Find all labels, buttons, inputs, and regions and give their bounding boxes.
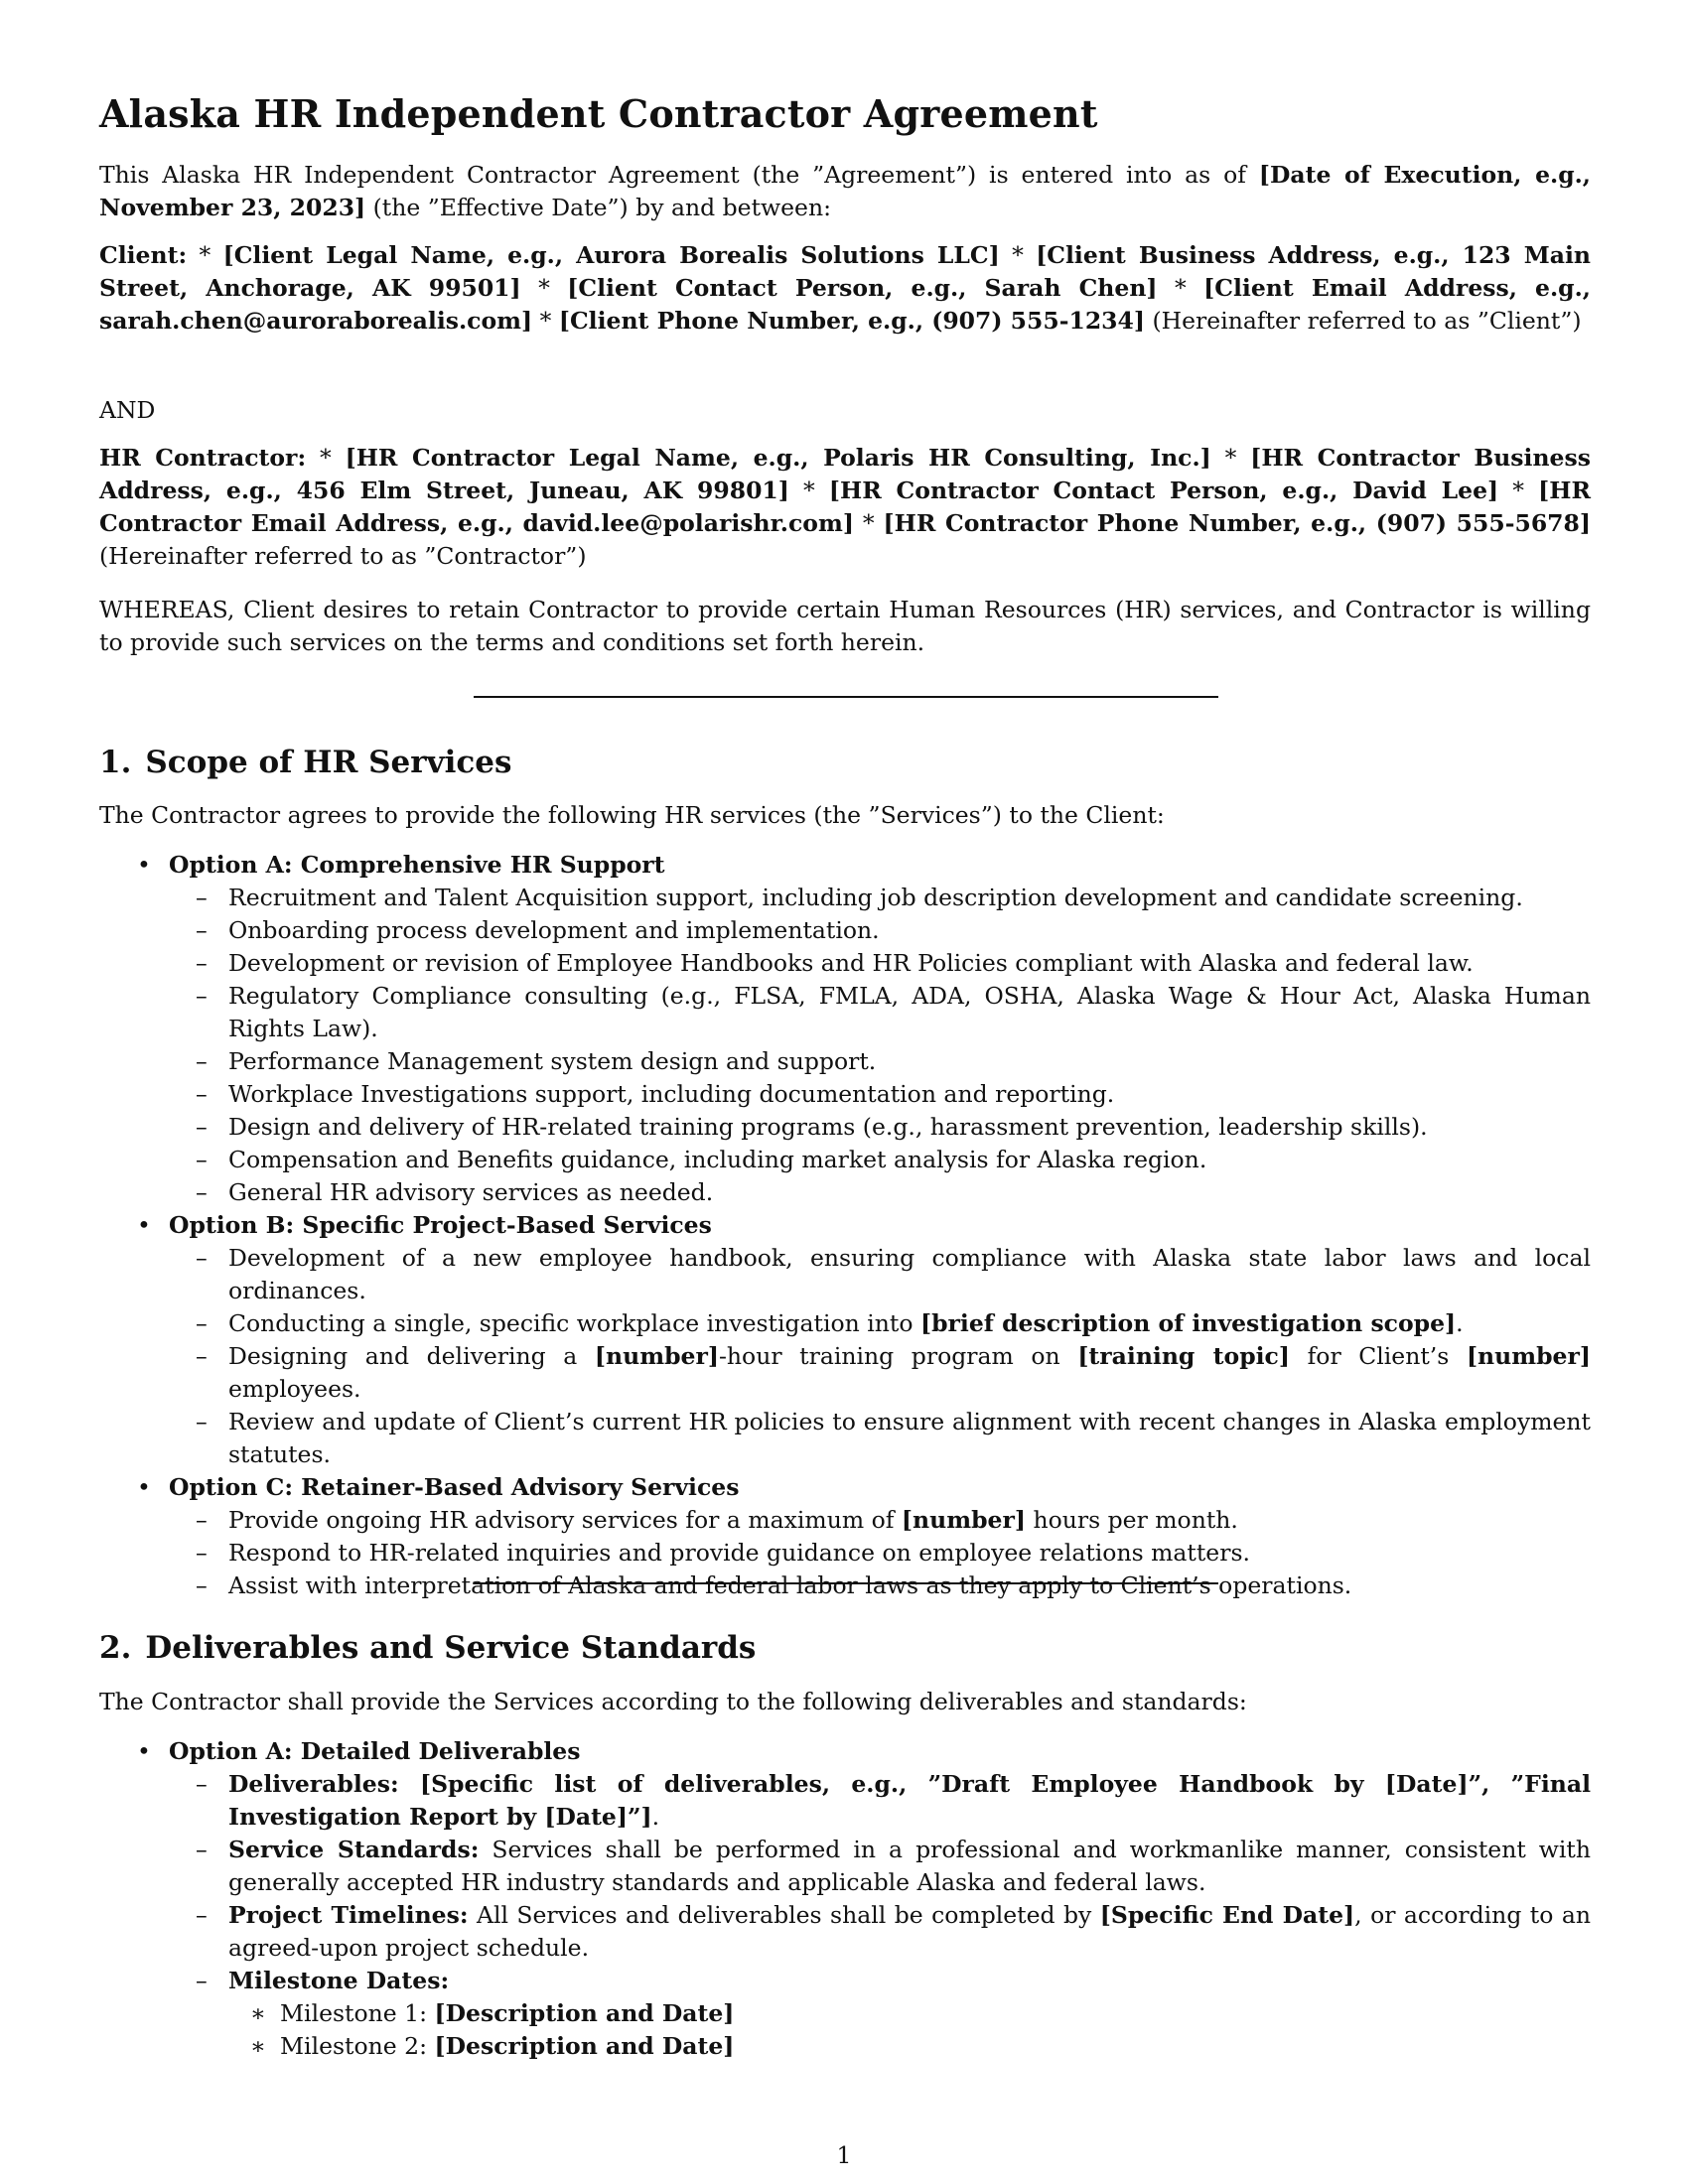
- section-divider: [474, 696, 1218, 698]
- dash-icon: –: [196, 1770, 208, 1798]
- dash-icon: –: [196, 1047, 208, 1075]
- list-item: [169, 1899, 1591, 1965]
- separator: *: [187, 241, 223, 269]
- contractor-address: [HR Contractor Business Address, e.g., 456 Elm Street, Juneau, AK 99801]: [99, 444, 1591, 504]
- client-email: [Client Email Address, e.g., sarah.chen@auroraborealis.com]: [99, 274, 1591, 335]
- item-text: Workplace Investigations support, including documentation and reporting.: [228, 1080, 1115, 1108]
- option-b-list: [169, 1242, 1591, 1471]
- dash-icon: –: [196, 1836, 208, 1863]
- list-item: [169, 1768, 1591, 1834]
- list-item: [169, 914, 1591, 947]
- document-title: Alaska HR Independent Contractor Agreement: [99, 91, 1098, 136]
- item-text: Assist with interpretation of Alaska and federal labor laws as they apply to Client’s operations.: [228, 1571, 1352, 1599]
- intro-text: This Alaska HR Independent Contractor Agreement (the ”Agreement”) is entered into as of: [99, 161, 1259, 189]
- list-item: [169, 1965, 1591, 2063]
- item-text: hours per month.: [1025, 1506, 1238, 1534]
- client-phone: [Client Phone Number, e.g., (907) 555-1234]: [558, 307, 1146, 335]
- dash-icon: –: [196, 1408, 208, 1435]
- item-text: -hour training program on: [718, 1342, 1078, 1370]
- dash-icon: –: [196, 1146, 208, 1173]
- item-text: Milestone 2:: [280, 2032, 435, 2060]
- dash-icon: –: [196, 1080, 208, 1108]
- intro-text-end: (the ”Effective Date”) by and between:: [365, 194, 831, 221]
- item-text: .: [651, 1803, 660, 1831]
- section-2-heading: [99, 1630, 756, 1666]
- item-text: Onboarding process development and implementation.: [228, 916, 880, 944]
- dash-icon: –: [196, 1967, 208, 1994]
- contractor-phone: [HR Contractor Phone Number, e.g., (907) 555-5678]: [883, 509, 1591, 537]
- dash-icon: –: [196, 1342, 208, 1370]
- deliverables-label: Deliverables:: [228, 1770, 399, 1798]
- placeholder: [brief description of investigation scope]: [919, 1309, 1457, 1337]
- item-text: General HR advisory services as needed.: [228, 1178, 714, 1206]
- page-number: 1: [836, 2141, 852, 2169]
- separator: *: [306, 444, 346, 472]
- milestone-item: [228, 2030, 1591, 2063]
- bullet-icon: •: [137, 851, 151, 879]
- separator: *: [788, 477, 829, 504]
- item-text: Design and delivery of HR-related training programs (e.g., harassment prevention, leadership skills).: [228, 1113, 1428, 1141]
- section-1-options: [99, 849, 1591, 1602]
- dash-icon: –: [196, 949, 208, 977]
- asterisk-icon: ∗: [250, 1999, 266, 2027]
- list-item: [169, 947, 1591, 980]
- list-item: [169, 882, 1591, 914]
- item-text: Development of a new employee handbook, ensuring compliance with Alaska state labor laws and local ordinances.: [228, 1244, 1591, 1304]
- separator: *: [532, 307, 559, 335]
- section-1-heading: [99, 745, 511, 780]
- standards-label: Service Standards:: [228, 1836, 480, 1863]
- client-label: Client:: [99, 241, 188, 269]
- dash-icon: –: [196, 1178, 208, 1206]
- section-2-intro: The Contractor shall provide the Services according to the following deliverables and standards:: [99, 1688, 1247, 1715]
- timelines-label: Project Timelines:: [228, 1901, 469, 1929]
- milestone-item: [228, 1997, 1591, 2030]
- list-item: [169, 1307, 1591, 1340]
- section-1-intro: The Contractor agrees to provide the following HR services (the ”Services”) to the Client:: [99, 801, 1165, 829]
- dash-icon: –: [196, 1506, 208, 1534]
- option-c-list: [169, 1504, 1591, 1602]
- item-text: employees.: [228, 1375, 361, 1403]
- option-c-label: Option C: Retainer-Based Advisory Services: [169, 1473, 740, 1501]
- dash-icon: –: [196, 884, 208, 911]
- list-item: [169, 1570, 1591, 1602]
- contractor-contact: [HR Contractor Contact Person, e.g., David Lee]: [828, 477, 1499, 504]
- item-text: Review and update of Client’s current HR policies to ensure alignment with recent changes in Alaska employment statutes.: [228, 1408, 1591, 1468]
- separator: *: [853, 509, 884, 537]
- separator: *: [520, 274, 568, 302]
- client-block: [99, 239, 1591, 338]
- option-a-item: [99, 1735, 1591, 2063]
- section-2-options: [99, 1735, 1591, 2063]
- item-text: Respond to HR-related inquiries and provide guidance on employee relations matters.: [228, 1539, 1250, 1567]
- list-item: [169, 1078, 1591, 1111]
- placeholder: [Specific End Date]: [1099, 1901, 1355, 1929]
- item-text: Performance Management system design and support.: [228, 1047, 877, 1075]
- item-text: Services shall be performed in a professional and workmanlike manner, consistent with generally accepted HR industry standards and applicable Alaska and federal laws.: [228, 1836, 1592, 1896]
- contractor-label: HR Contractor:: [99, 444, 307, 472]
- list-item: [169, 980, 1591, 1045]
- intro-paragraph: [99, 159, 1591, 224]
- item-text: Recruitment and Talent Acquisition support, including job description development and candidate screening.: [228, 884, 1523, 911]
- client-address: [Client Business Address, e.g., 123 Main Street, Anchorage, AK 99501]: [99, 241, 1591, 302]
- item-text: Regulatory Compliance consulting (e.g., FLSA, FMLA, ADA, OSHA, Alaska Wage & Hour Act, Alaska Human Rights Law).: [228, 982, 1591, 1042]
- item-text: Milestone 1:: [280, 1999, 435, 2027]
- client-contact: [Client Contact Person, e.g., Sarah Chen]: [567, 274, 1158, 302]
- dash-icon: –: [196, 1113, 208, 1141]
- milestones-label: Milestone Dates:: [228, 1967, 450, 1994]
- separator: *: [1498, 477, 1539, 504]
- list-item: [169, 1834, 1591, 1899]
- option-a-item: [99, 849, 1591, 1209]
- milestones-list: [228, 1997, 1591, 2063]
- contractor-reference: (Hereinafter referred to as ”Contractor”): [99, 542, 587, 570]
- separator: *: [1210, 444, 1251, 472]
- placeholder: [number]: [901, 1506, 1026, 1534]
- option-a-label: Option A: Comprehensive HR Support: [169, 851, 665, 879]
- dash-icon: –: [196, 1309, 208, 1337]
- dash-icon: –: [196, 982, 208, 1010]
- option-a-label: Option A: Detailed Deliverables: [169, 1737, 581, 1765]
- list-item: [169, 1537, 1591, 1570]
- placeholder: [number]: [1466, 1342, 1591, 1370]
- dash-icon: –: [196, 1571, 208, 1599]
- list-item: [169, 1176, 1591, 1209]
- contractor-email: [HR Contractor Email Address, e.g., david.lee@polarishr.com]: [99, 477, 1591, 537]
- contractor-legal-name: [HR Contractor Legal Name, e.g., Polaris HR Consulting, Inc.]: [345, 444, 1211, 472]
- item-text: All Services and deliverables shall be completed by: [468, 1901, 1100, 1929]
- item-text: , or according to an agreed-upon project schedule.: [228, 1901, 1591, 1962]
- separator: *: [1157, 274, 1204, 302]
- placeholder: [Description and Date]: [434, 2032, 735, 2060]
- item-text: Development or revision of Employee Handbooks and HR Policies compliant with Alaska and federal law.: [228, 949, 1474, 977]
- item-text: Compensation and Benefits guidance, including market analysis for Alaska region.: [228, 1146, 1207, 1173]
- placeholder: [training topic]: [1077, 1342, 1290, 1370]
- placeholder: [Description and Date]: [434, 1999, 735, 2027]
- deliverables-placeholder: [Specific list of deliverables, e.g., ”Draft Employee Handbook by [Date]”, ”Final Investigation Report by [Date]”]: [228, 1770, 1591, 1831]
- item-text: Provide ongoing HR advisory services for a maximum of: [228, 1506, 902, 1534]
- whereas-paragraph: WHEREAS, Client desires to retain Contractor to provide certain Human Resources (HR) services, and Contractor is willing to provide such services on the terms and conditions set forth herein.: [99, 596, 1591, 656]
- option-b-label: Option B: Specific Project-Based Services: [169, 1211, 712, 1239]
- list-item: [169, 1406, 1591, 1471]
- list-item: [169, 1111, 1591, 1144]
- list-item: [169, 1045, 1591, 1078]
- list-item: [169, 1144, 1591, 1176]
- date-placeholder: [Date of Execution, e.g., November 23, 2023]: [99, 161, 1591, 221]
- list-item: [169, 1504, 1591, 1537]
- deliverables-list: [169, 1768, 1591, 2063]
- bullet-icon: •: [137, 1211, 151, 1239]
- bullet-icon: •: [137, 1737, 151, 1765]
- bullet-icon: •: [137, 1473, 151, 1501]
- section-number: 2.: [99, 1630, 132, 1666]
- section-number: 1.: [99, 745, 132, 780]
- contractor-block: [99, 442, 1591, 573]
- section-divider: [474, 1582, 1218, 1584]
- list-item: [169, 1242, 1591, 1307]
- option-b-item: [99, 1209, 1591, 1471]
- item-text: .: [1456, 1309, 1464, 1337]
- dash-icon: –: [196, 1244, 208, 1272]
- dash-icon: –: [196, 1539, 208, 1567]
- section-title: Scope of HR Services: [145, 745, 512, 780]
- asterisk-icon: ∗: [250, 2032, 266, 2060]
- list-item: [169, 1340, 1591, 1406]
- dash-icon: –: [196, 916, 208, 944]
- dash-icon: –: [196, 1901, 208, 1929]
- option-a-list: [169, 882, 1591, 1209]
- item-text: Conducting a single, specific workplace investigation into: [228, 1309, 920, 1337]
- section-title: Deliverables and Service Standards: [145, 1630, 757, 1666]
- client-reference: (Hereinafter referred to as ”Client”): [1145, 307, 1582, 335]
- item-text: for Client’s: [1290, 1342, 1467, 1370]
- item-text: Designing and delivering a: [228, 1342, 595, 1370]
- client-legal-name: [Client Legal Name, e.g., Aurora Borealis Solutions LLC]: [222, 241, 1000, 269]
- placeholder: [number]: [594, 1342, 719, 1370]
- and-text: AND: [99, 396, 156, 424]
- separator: *: [999, 241, 1037, 269]
